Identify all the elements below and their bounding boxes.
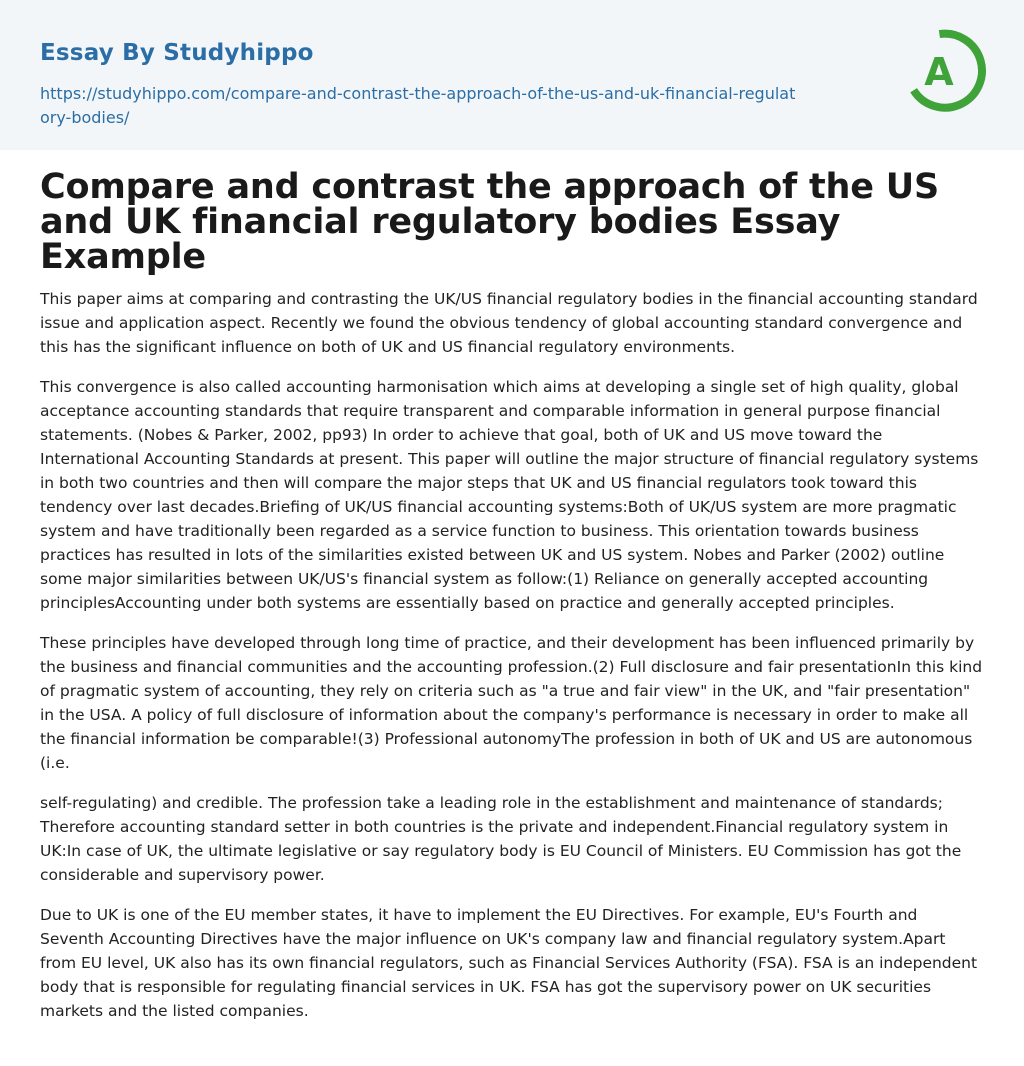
paragraph: self-regulating) and credible. The profession take a leading role in the establishment and maintenance of standards; Therefore accounting standard setter in both countries is the private and independent.Financial regulatory system in UK:In case of UK, the ultimate legislative or say regulatory body is EU Council of Ministers. EU Commission has got the considerable and supervisory power. (40, 794, 962, 884)
site-header (0, 0, 1024, 150)
paragraph: This paper aims at comparing and contrasting the UK/US financial regulatory bodies in the financial accounting standard issue and application aspect. Recently we found the obvious tendency of global accounting standard convergence and this has the significant influence on both of UK and US financial regulatory environments. (40, 290, 978, 356)
page-title: Compare and contrast the approach of the US and UK financial regulatory bodies Essay Example (40, 167, 940, 277)
paragraph: This convergence is also called accounting harmonisation which aims at developing a single set of high quality, global acceptance accounting standards that require transparent and comparable information in general purpose financial statements. (Nobes & Parker, 2002, pp93) In order to achieve that goal, both of UK and US move toward the International Accounting Standards at present. This paper will outline the major structure of financial regulatory systems in both two countries and then will compare the major steps that UK and US financial regulators took toward this tendency over last decades.Briefing of UK/US financial accounting systems:Both of UK/US system are more pragmatic system and have traditionally been regarded as a service function to business. This orientation towards business practices has resulted in lots of the similarities existed between UK and US system. Nobes and Parker (2002) outline some major similarities between UK/US's financial system as follow:(1) Reliance on generally accepted accounting principlesAccounting under both systems are essentially based on practice and generally accepted principles. (40, 378, 979, 612)
source-url-link[interactable]: https://studyhippo.com/compare-and-contrast-the-approach-of-the-us-and-uk-financial-regulatory-bodies/ (40, 84, 796, 127)
site-brand: Essay By Studyhippo (40, 40, 314, 66)
paragraph: These principles have developed through long time of practice, and their development has been influenced primarily by the business and financial communities and the accounting profession.(2) Full disclosure and fair presentationIn this kind of pragmatic system of accounting, they rely on criteria such as "a true and fair view" in the UK, and "fair presentation" in the USA. A policy of full disclosure of information about the company's performance is necessary in order to make all the financial information be comparable!(3) Professional autonomyThe profession in both of UK and US are autonomous (i.e. (40, 634, 983, 772)
studyhippo-logo-icon (906, 28, 988, 116)
logo-letter: A (924, 50, 954, 94)
article-body (0, 150, 1024, 1023)
paragraph: Due to UK is one of the EU member states, it have to implement the EU Directives. For example, EU's Fourth and Seventh Accounting Directives have the major influence on UK's company law and financial regulatory system.Apart from EU level, UK also has its own financial regulators, such as Financial Services Authority (FSA). FSA is an independent body that is responsible for regulating financial services in UK. FSA has got the supervisory power on UK securities markets and the listed companies. (40, 906, 978, 1020)
